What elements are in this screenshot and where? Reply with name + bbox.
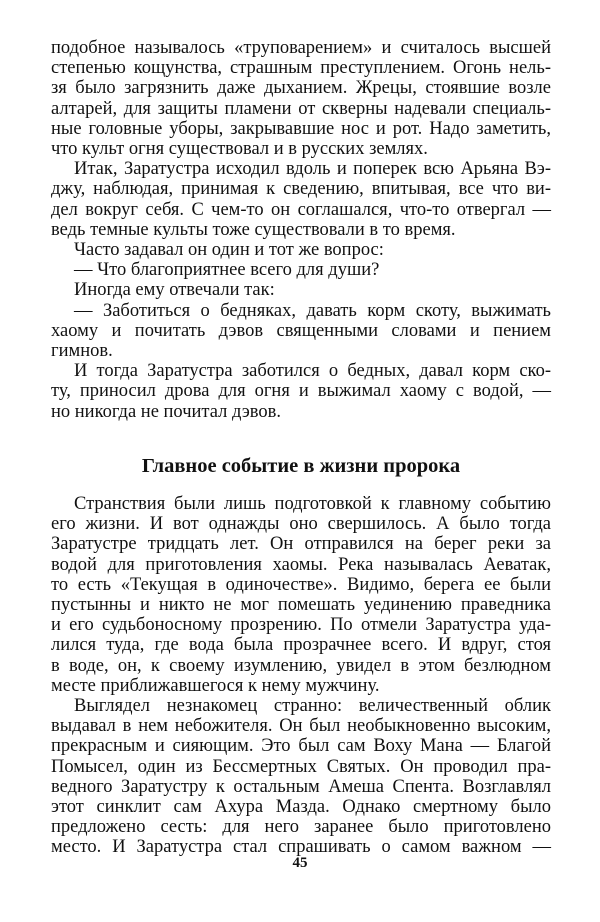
text-line: пустынны и никто не мог помешать уединению праведника	[51, 595, 551, 616]
paragraph	[51, 159, 551, 240]
text-line: прекрасным и сияющим. Это был сам Воху Мана — Благой	[51, 736, 551, 757]
text-line: джу, наблюдая, принимая к сведению, впитывая, все что ви-	[51, 179, 551, 200]
text-line: выдавал в нем небожителя. Он был необыкновенно высоким,	[51, 716, 551, 737]
text-line: Выглядел незнакомец странно: величественный облик	[74, 696, 551, 717]
text-line: — Что благоприятнее всего для души?	[74, 260, 380, 281]
text-line: дел вокруг себя. С чем-то он соглашался, что-то отвергал —	[51, 199, 551, 220]
text-line: Итак, Заратустра исходил вдоль и поперек всю Арьяна Вэ-	[74, 159, 551, 180]
text-line: но никогда не почитал дэвов.	[51, 401, 281, 422]
text-line: и его судьбоносному прозрению. По отмели Заратустра уда-	[51, 615, 551, 636]
text-line: Часто задавал он один и тот же вопрос:	[74, 240, 384, 261]
paragraph	[51, 696, 551, 858]
text-line: Помысел, один из Бессмертных Святых. Он проводил пра-	[51, 756, 551, 777]
paragraph	[51, 38, 551, 159]
text-line: ту, приносил дрова для огня и выжимал хаому с водой, —	[51, 381, 551, 402]
text-line: гимнов.	[51, 341, 113, 362]
text-line: место. И Заратустра стал спрашивать о самом важном —	[51, 837, 551, 858]
text-line: хаому и почитать дэвов священными словами и пением	[51, 320, 551, 341]
text-line: алтарей, для защиты пламени от скверны надевали специаль-	[51, 98, 551, 119]
text-line: Иногда ему отвечали так:	[74, 280, 275, 301]
text-line: то есть «Текущая в одиночестве». Видимо, берега ее были	[51, 574, 551, 595]
text-line: его жизни. И вот однажды оно свершилось. А было тогда	[51, 514, 551, 535]
paragraph	[51, 494, 551, 696]
text-line: что культ огня существовал и в русских землях.	[51, 139, 428, 160]
text-line: в воде, он, к своему изумлению, увидел в этом безлюдном	[51, 655, 551, 676]
text-line: И тогда Заратустра заботился о бедных, давал корм ско-	[74, 361, 551, 382]
text-line: степенью кощунства, страшным преступлением. Огонь нель-	[51, 58, 551, 79]
section-heading: Главное событие в жизни пророка	[141, 455, 461, 477]
text-line: — Заботиться о бедняках, давать корм скоту, выжимать	[74, 300, 551, 321]
text-line: ведь темные культы тоже существовали в то время.	[51, 219, 456, 240]
text-line: подобное называлось «труповарением» и считалось высшей	[51, 38, 551, 58]
text-line: водой для приготовления хаомы. Река называлась Аеватак,	[51, 554, 551, 575]
paragraph	[51, 240, 551, 260]
text-line: предложено сесть: для него заранее было приготовлено	[51, 817, 551, 838]
text-section-2	[51, 494, 551, 858]
paragraph	[51, 301, 551, 362]
text-line: Заратустре тридцать лет. Он отправился на берег реки за	[51, 534, 551, 555]
text-section-1	[51, 38, 551, 422]
paragraph	[51, 280, 551, 300]
page-number: 45	[292, 855, 308, 871]
text-line: зя было загрязнить даже дыханием. Жрецы, стоявшие возле	[51, 78, 551, 99]
paragraph	[51, 260, 551, 280]
text-line: лился туда, где вода была прозрачнее всего. И вдруг, стоя	[51, 635, 551, 656]
paragraph	[51, 361, 551, 422]
text-line: ведного Заратустру к остальным Амеша Спента. Возглавлял	[51, 776, 551, 797]
text-line: ные головные уборы, закрывавшие нос и рот. Надо заметить,	[51, 118, 551, 139]
text-line: Странствия были лишь подготовкой к главному событию	[74, 494, 551, 514]
text-line: этот синклит сам Ахура Мазда. Однако смертному было	[51, 797, 551, 818]
text-line: месте приближавшегося к нему мужчину.	[51, 675, 380, 696]
